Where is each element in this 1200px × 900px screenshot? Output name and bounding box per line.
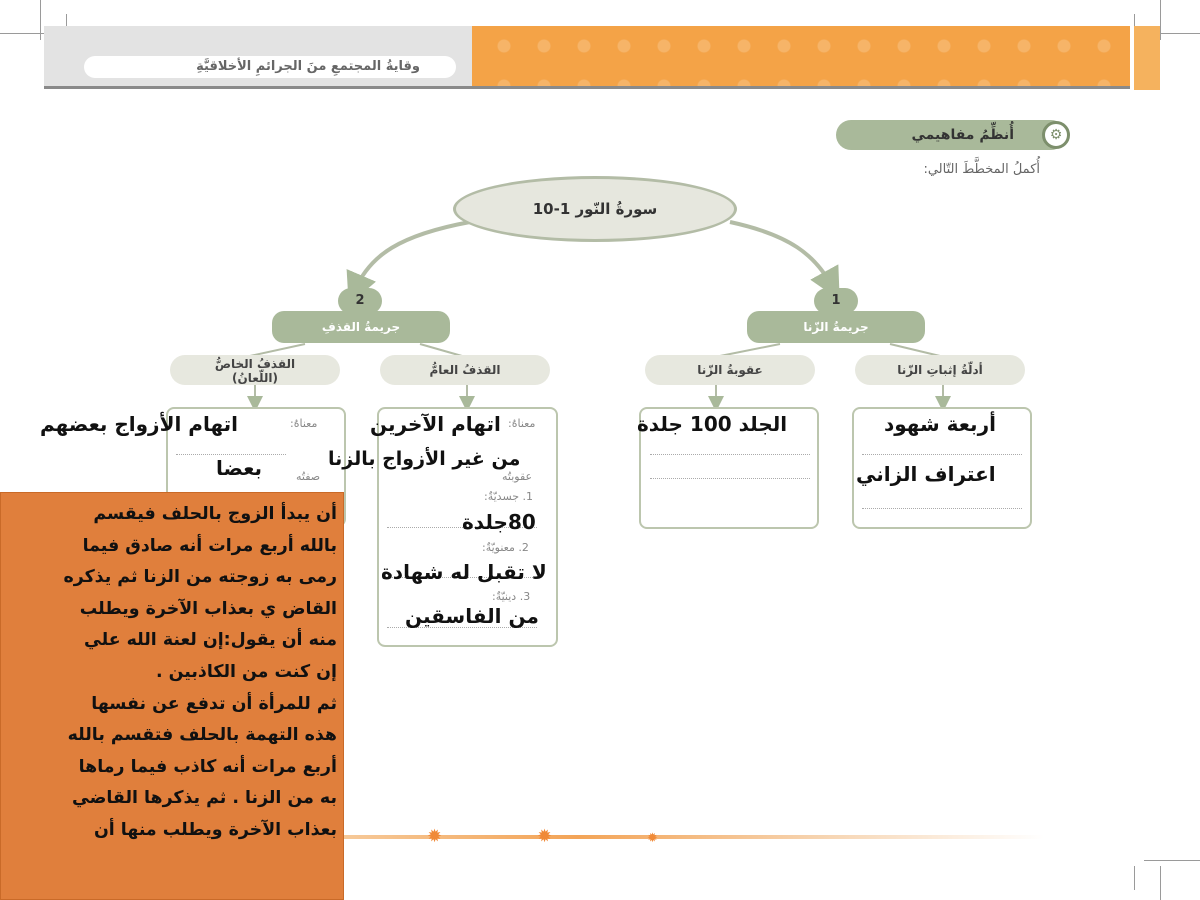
answer-zina-punishment: الجلد 100 جلدة — [637, 412, 788, 436]
diagram-root: سورةُ النّور 1-10 — [453, 176, 737, 242]
answer-line — [650, 478, 810, 479]
note-line: القاض ي بعذاب الآخرة ويطلب — [79, 598, 337, 619]
note-line: بعذاب الآخرة ويطلب منها أن — [93, 819, 337, 840]
label-physical: 1. جسديّةٌ: — [484, 490, 534, 503]
answer-general-moral: لا تقبل له شهادة — [381, 560, 547, 584]
answer-special-meaning-1: اتهام الأزواج بعضهم — [40, 412, 239, 436]
sub-general-qadhf: القذفُ العامُّ — [380, 355, 550, 385]
answer-general-religious: من الفاسقين — [405, 604, 539, 628]
answer-special-meaning-2: بعضا — [216, 456, 263, 480]
sub-special-qadhf-label: القذفُ الخاصُّ (اللّعانُ) — [214, 357, 296, 385]
note-line: رمى به زوجته من الزنا ثم يذكره — [63, 567, 337, 588]
branch-number-2: 2 — [338, 288, 382, 314]
label-punishment: عقوبتُه — [502, 470, 533, 483]
flower-icon: ✹ — [647, 831, 658, 846]
note-text — [0, 499, 337, 847]
note-line: أن يبدأ الزوج بالحلف فيقسم — [93, 504, 337, 524]
note-line: منه أن يقول:إن لعنة الله علي — [84, 630, 337, 651]
note-line: به من الزنا . ثم يذكرها القاضي — [72, 788, 337, 809]
label-meaning-special: معناهُ: — [290, 417, 318, 430]
sub-zina-punishment: عقوبةُ الزّنا — [645, 355, 815, 385]
sub-special-qadhf — [170, 355, 340, 385]
note-panel — [0, 492, 344, 900]
bottom-decoration — [344, 835, 1044, 839]
answer-general-meaning-2: من غير الأزواج بالزنا — [328, 448, 521, 470]
answer-line — [862, 454, 1022, 455]
branch-number-1: 1 — [814, 288, 858, 314]
label-moral: 2. معنويّةٌ: — [482, 541, 529, 554]
section-label: أُنظِّمُ مفاهيمي — [836, 120, 1066, 150]
flower-icon: ✹ — [537, 826, 553, 847]
instruction-text: أُكملُ المخطَّطَ التّالي: — [923, 162, 1040, 177]
answer-zina-proof-1: أربعة شهود — [884, 412, 996, 436]
flower-icon: ✹ — [427, 826, 443, 847]
answer-zina-proof-2: اعتراف الزاني — [856, 462, 996, 486]
answer-line — [176, 454, 286, 455]
answer-general-physical: 80جلدة — [462, 510, 536, 534]
note-line: أربع مرات أنه كاذب فيما رماها — [78, 756, 337, 777]
label-religious: 3. دينيّةٌ: — [492, 590, 531, 603]
header-title: وقايةُ المجتمعِ منَ الجرائمِ الأخلاقيَّةِ — [84, 56, 456, 78]
label-description: صفتُه — [296, 470, 321, 483]
gear-icon: ⚙ — [1042, 121, 1070, 149]
answer-line — [862, 508, 1022, 509]
note-line: ثم للمرأة أن تدفع عن نفسها — [91, 693, 337, 714]
note-line: هذه التهمة بالحلف فتقسم بالله — [67, 725, 337, 746]
answer-general-meaning-1: اتهام الآخرين — [370, 412, 501, 436]
label-meaning-general: معناهُ: — [508, 417, 536, 430]
sub-zina-proof: أدلّةُ إثباتِ الزّنا — [855, 355, 1025, 385]
note-line: بالله أربع مرات أنه صادق فيما — [82, 535, 337, 556]
branch-title-qadhf: جريمةُ القذفِ — [272, 311, 450, 343]
answer-line — [650, 454, 810, 455]
note-line: إن كنت من الكاذبين . — [155, 661, 337, 682]
branch-title-zina: جريمةُ الزّنا — [747, 311, 925, 343]
